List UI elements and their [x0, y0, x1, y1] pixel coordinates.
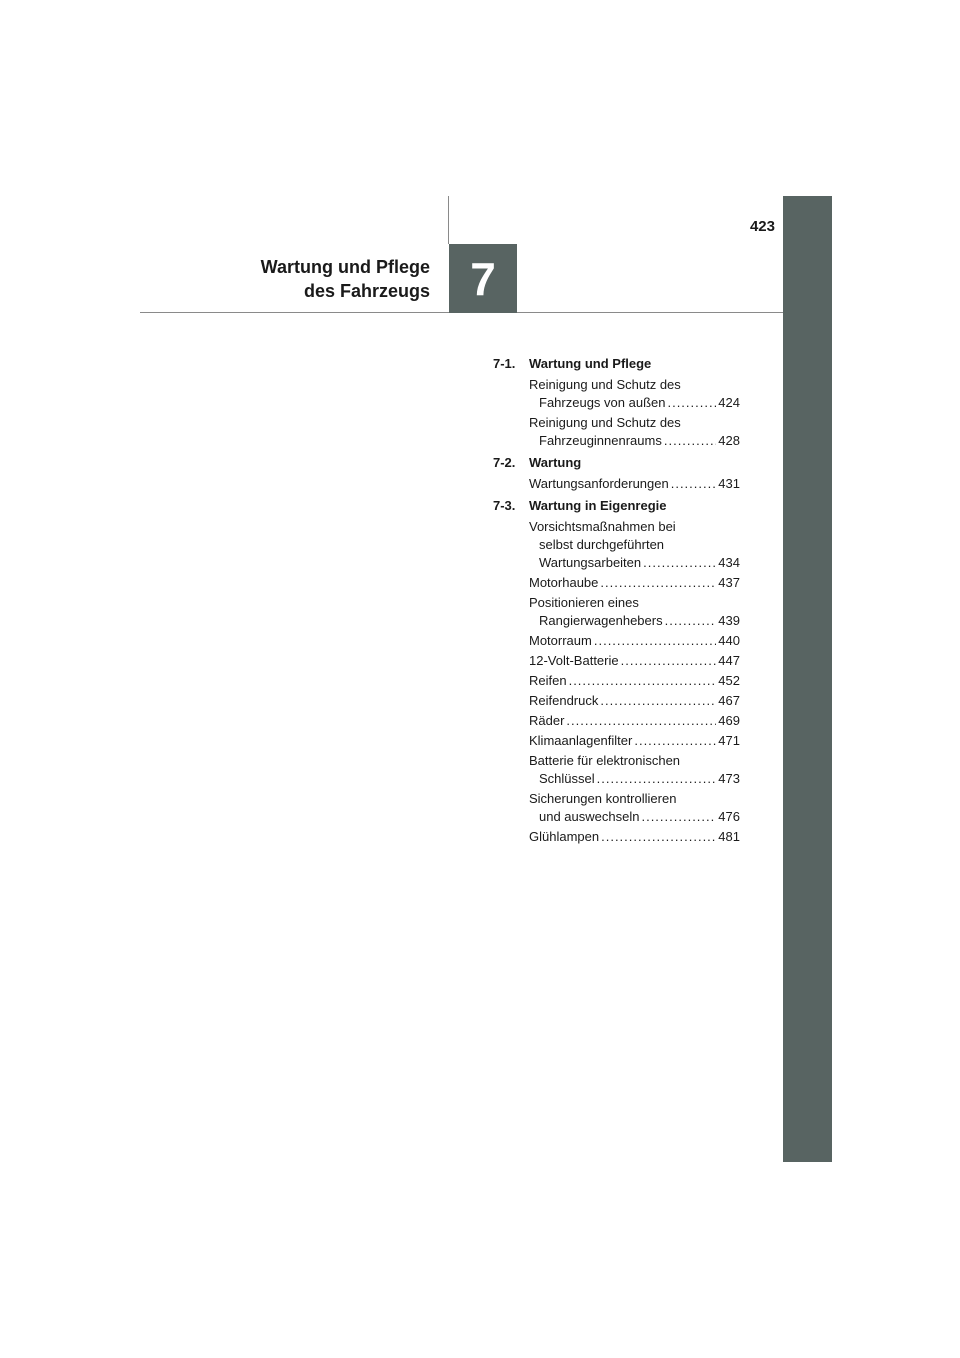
- toc-leader-dots: [641, 808, 716, 826]
- toc-entry[interactable]: [529, 594, 740, 630]
- toc-entry[interactable]: [529, 692, 740, 710]
- toc-section-heading[interactable]: [493, 497, 740, 515]
- toc-entry-text: Klimaanlagenfilter: [529, 733, 633, 748]
- toc-entry-page: 471: [718, 733, 740, 748]
- toc-leader-dots: [597, 770, 717, 788]
- toc-entry-text: Reifendruck: [529, 693, 599, 708]
- toc-entry-line: [529, 394, 740, 412]
- toc-section-heading[interactable]: [493, 355, 740, 373]
- toc-leader-dots: [621, 652, 717, 670]
- chapter-title-line: des Fahrzeugs: [303, 281, 430, 301]
- toc-entry-line: [529, 692, 740, 710]
- toc-entry-text: Rangierwagenhebers: [539, 613, 663, 628]
- toc-entry-page: 440: [718, 633, 740, 648]
- toc-entry-line: [529, 574, 740, 592]
- toc-entry-page: 447: [718, 653, 740, 668]
- toc-section-title: Wartung und Pflege: [529, 356, 652, 371]
- toc-entry-page: 452: [718, 673, 740, 688]
- page-number: 423: [749, 218, 775, 235]
- chapter-title: [261, 255, 430, 303]
- chapter-title-line: Wartung und Pflege: [260, 257, 430, 277]
- toc-entry-line: [529, 612, 740, 630]
- toc-entry-line: [529, 432, 740, 450]
- toc-entry-text: 12-Volt-Batterie: [529, 653, 619, 668]
- toc-entry-text: Motorhaube: [529, 575, 599, 590]
- toc-leader-dots: [600, 692, 716, 710]
- toc-entry-text: Fahrzeugs von außen: [539, 395, 666, 410]
- toc-entry-page: 473: [718, 771, 740, 786]
- toc-entry-text: Positionieren eines: [529, 595, 639, 610]
- toc-entry-line: [529, 475, 740, 493]
- toc-entry-page: 431: [718, 476, 740, 491]
- toc-entry-text: Fahrzeuginnenraums: [539, 433, 662, 448]
- toc-entry-line: [529, 554, 740, 572]
- toc-entry[interactable]: [529, 414, 740, 450]
- chapter-side-tab: [783, 196, 832, 1162]
- chapter-number-box: 7: [449, 244, 517, 313]
- toc-entry-page: 467: [718, 693, 740, 708]
- toc-leader-dots: [569, 672, 717, 690]
- toc-leader-dots: [665, 612, 717, 630]
- toc-entry-text: Schlüssel: [539, 771, 595, 786]
- toc-entry-line: [529, 518, 740, 536]
- toc-entry-page: 434: [718, 555, 740, 570]
- toc-leader-dots: [601, 828, 716, 846]
- toc-entry[interactable]: [529, 752, 740, 788]
- toc-entry-line: [529, 752, 740, 770]
- toc-entry-line: [529, 712, 740, 730]
- toc-entry-text: Räder: [529, 713, 565, 728]
- toc-entry[interactable]: [529, 376, 740, 412]
- toc-entry-line: [529, 808, 740, 826]
- toc-entry-line: [529, 594, 740, 612]
- toc-section: [493, 497, 740, 846]
- toc-section-number: 7-3.: [493, 498, 516, 513]
- toc-entry-text: Wartungsanforderungen: [529, 476, 669, 491]
- toc-section-title: Wartung in Eigenregie: [529, 498, 667, 513]
- toc-entry[interactable]: [529, 732, 740, 750]
- toc-entry-text: selbst durchgeführten: [539, 537, 665, 552]
- toc-entry-text: Vorsichtsmaßnahmen bei: [529, 519, 676, 534]
- toc-entry-line: [529, 414, 740, 432]
- toc-entry[interactable]: [529, 574, 740, 592]
- toc-entry[interactable]: [529, 652, 740, 670]
- toc-entry-page: 439: [718, 613, 740, 628]
- header-vertical-rule: [448, 196, 449, 244]
- toc-entry-text: Wartungsarbeiten: [539, 555, 642, 570]
- toc-entry-line: [529, 632, 740, 650]
- toc-entry-text: Glühlampen: [529, 829, 600, 844]
- toc-entry-line: [529, 652, 740, 670]
- table-of-contents: [493, 355, 740, 850]
- toc-entry-page: 476: [718, 809, 740, 824]
- toc-entry-line: [529, 732, 740, 750]
- toc-entry-page: 481: [718, 829, 740, 844]
- toc-section-number: 7-1.: [493, 356, 516, 371]
- toc-entry-line: [529, 672, 740, 690]
- toc-entry[interactable]: [529, 712, 740, 730]
- toc-section-title: Wartung: [529, 455, 582, 470]
- toc-entry[interactable]: [529, 475, 740, 493]
- toc-section: [493, 454, 740, 493]
- toc-entry[interactable]: [529, 672, 740, 690]
- toc-entry-text: Sicherungen kontrollieren: [529, 791, 677, 806]
- toc-leader-dots: [671, 475, 717, 493]
- toc-leader-dots: [634, 732, 716, 750]
- toc-section: [493, 355, 740, 450]
- toc-entry-line: [529, 536, 740, 554]
- toc-entry-text: Reinigung und Schutz des: [529, 377, 681, 392]
- toc-entry-text: Reinigung und Schutz des: [529, 415, 681, 430]
- toc-entry-line: [529, 770, 740, 788]
- toc-entry-text: und auswechseln: [539, 809, 640, 824]
- toc-entry[interactable]: [529, 828, 740, 846]
- toc-entry-page: 428: [718, 433, 740, 448]
- toc-entry[interactable]: [529, 790, 740, 826]
- toc-entry-line: [529, 828, 740, 846]
- toc-entry[interactable]: [529, 632, 740, 650]
- toc-section-heading[interactable]: [493, 454, 740, 472]
- toc-entry-text: Motorraum: [529, 633, 592, 648]
- toc-entry-text: Reifen: [529, 673, 567, 688]
- toc-leader-dots: [643, 554, 716, 572]
- toc-entry-text: Batterie für elektronischen: [529, 753, 681, 768]
- toc-leader-dots: [566, 712, 716, 730]
- toc-entry-line: [529, 790, 740, 808]
- toc-entry-page: 437: [718, 575, 740, 590]
- toc-entry[interactable]: [529, 518, 740, 572]
- toc-entry-line: [529, 376, 740, 394]
- toc-leader-dots: [667, 394, 716, 412]
- toc-leader-dots: [664, 432, 716, 450]
- toc-leader-dots: [594, 632, 716, 650]
- toc-leader-dots: [600, 574, 716, 592]
- toc-entry-page: 424: [718, 395, 740, 410]
- toc-section-number: 7-2.: [493, 455, 516, 470]
- toc-entry-page: 469: [718, 713, 740, 728]
